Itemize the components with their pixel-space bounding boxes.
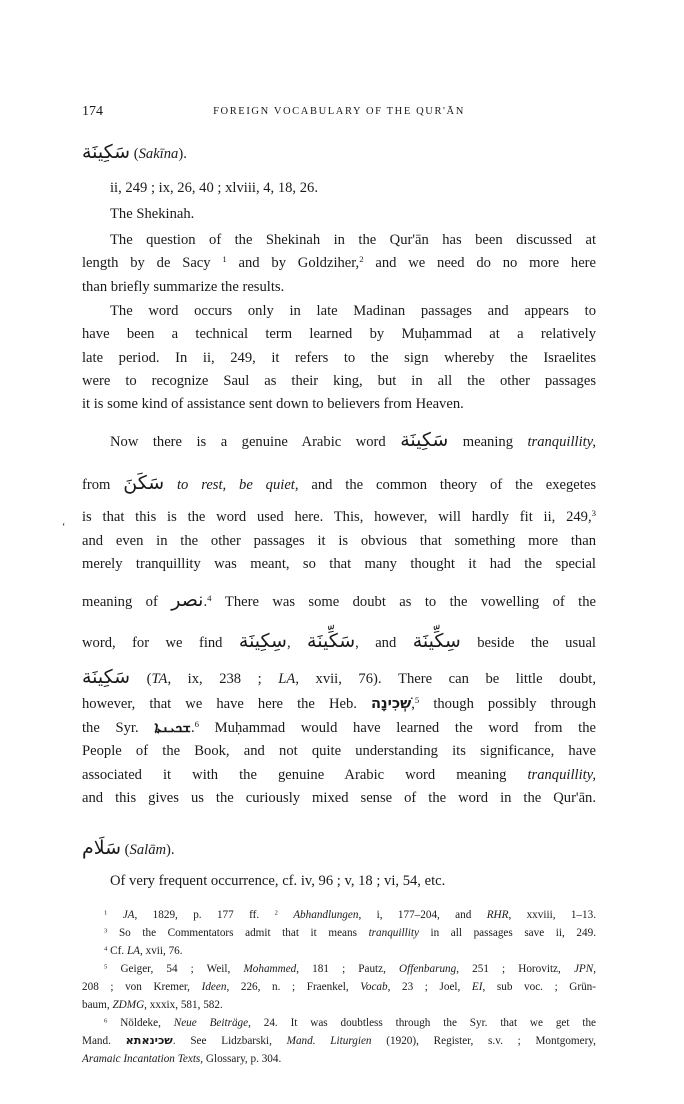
- margin-mark: ‘: [62, 522, 66, 533]
- italic-text: LA: [126, 945, 140, 957]
- italic-text: Neue Beiträge: [173, 1017, 249, 1029]
- italic-text: ZDMG: [112, 999, 145, 1011]
- text-line: [110, 302, 596, 320]
- text-line: [82, 474, 596, 494]
- text-line: [82, 632, 596, 652]
- text-run: , 226, n. ; Fraenkel,: [226, 981, 361, 993]
- italic-text: to rest, be quiet,: [164, 477, 299, 493]
- running-title: FOREIGN VOCABULARY OF THE QUR'ĀN: [213, 106, 465, 117]
- footnote-line: [104, 908, 596, 922]
- italic-text: tranquillity,: [527, 434, 596, 450]
- italic-text: JA: [122, 909, 135, 921]
- text-run: beside the usual: [460, 635, 596, 651]
- text-run: Mand.: [82, 1035, 126, 1047]
- text-line: [82, 532, 596, 550]
- italic-text: Abhandlungen: [293, 909, 359, 921]
- text-run: , i, 177–204, and: [358, 909, 487, 921]
- hebrew-word: שכינאתא: [125, 1034, 173, 1047]
- footnote-ref: 5: [414, 695, 420, 706]
- italic-text: Salām: [129, 842, 167, 858]
- page-number: 174: [82, 104, 103, 119]
- italic-text: EI: [471, 981, 483, 993]
- arabic-word: سَكَنَ: [123, 472, 165, 494]
- arabic-word: سَكِّينَة: [307, 630, 356, 652]
- text-run: . See Lidzbarski,: [172, 1035, 287, 1047]
- text-run: [278, 909, 293, 921]
- text-run: (: [121, 842, 130, 858]
- footnote-line: [104, 1016, 596, 1030]
- text-run: and the common theory of the exegetes: [298, 477, 596, 493]
- text-run: , 23 ; Joel,: [387, 981, 472, 993]
- text-run: (1920), Register, s.v. ; Montgomery,: [371, 1035, 596, 1047]
- text-run: ).: [178, 146, 187, 162]
- text-run: , 181 ; Pautz,: [296, 963, 400, 975]
- text-run: The question of the Shekinah in the Qur'ān has been discussed at: [110, 232, 596, 248]
- text-run: .: [203, 594, 208, 610]
- text-line: [82, 254, 596, 272]
- text-run: have been a technical term learned by Muḥammad at a relatively: [82, 326, 596, 342]
- text-line: [82, 325, 596, 343]
- arabic-word: سَكِينَة: [82, 141, 131, 163]
- text-run: and this gives us the curiously mixed sense of the word in the Qur'ān.: [82, 790, 596, 806]
- text-run: and by Goldziher,: [226, 255, 360, 271]
- syriac-word: ܫܟܝܢܬܐ: [154, 719, 191, 736]
- text-run: , ix, 238 ;: [167, 671, 279, 687]
- arabic-word: سَكِينَة: [82, 666, 131, 688]
- italic-text: LA: [278, 671, 296, 687]
- arabic-word: سَلَام: [82, 837, 122, 859]
- footnote-ref: 4: [207, 593, 212, 604]
- footnote-ref: 6: [194, 719, 199, 730]
- text-line: [110, 205, 596, 223]
- text-line: [82, 839, 596, 859]
- text-line: [82, 508, 596, 526]
- footnote-ref: 4: [104, 945, 108, 953]
- text-run: Of very frequent occurrence, cf. iv, 96 ; v, 18 ; vi, 54, etc.: [110, 873, 446, 889]
- text-run: Now there is a genuine Arabic word: [110, 434, 401, 450]
- text-line: [110, 872, 596, 890]
- text-line: [82, 372, 596, 390]
- footnote-ref: 6: [104, 1017, 108, 1025]
- footnote-ref: 1: [222, 254, 227, 265]
- italic-text: Vocab: [360, 981, 388, 993]
- footnote-line: [104, 944, 596, 958]
- text-run: , xvii, 76.: [140, 945, 183, 957]
- text-run: [107, 909, 122, 921]
- italic-text: Ideen: [201, 981, 227, 993]
- text-line: [82, 695, 596, 713]
- text-line: [82, 395, 596, 413]
- italic-text: Mohammed: [243, 963, 297, 975]
- text-run: it is some kind of assistance sent down to believers from Heaven.: [82, 396, 464, 412]
- text-run: ,: [593, 963, 596, 975]
- footnote-line: [104, 926, 596, 940]
- text-run: , 1829, p. 177 ff.: [134, 909, 275, 921]
- text-run: Muḥammad would have learned the word from the: [198, 720, 596, 736]
- arabic-word: نصر: [171, 589, 204, 611]
- text-run: merely tranquillity was meant, so that many thought it had the special: [82, 556, 596, 572]
- text-run: however, that we have here the Heb.: [82, 696, 371, 712]
- text-run: , sub voc. ; Grün-: [482, 981, 596, 993]
- text-run: (: [130, 146, 139, 162]
- italic-text: JPN: [573, 963, 594, 975]
- arabic-word: سِكِينَة: [238, 630, 287, 652]
- text-run: Geiger, 54 ; Weil,: [107, 963, 244, 975]
- italic-text: Aramaic Incantation Texts: [82, 1053, 201, 1065]
- text-run: , and: [355, 635, 413, 651]
- text-run: meaning: [448, 434, 528, 450]
- text-run: , xvii, 76). There can be little doubt,: [295, 671, 596, 687]
- text-run: , Glossary, p. 304.: [200, 1053, 282, 1065]
- text-run: So the Commentators admit that it means: [107, 927, 369, 939]
- text-run: than briefly summarize the results.: [82, 279, 285, 295]
- text-line: [82, 591, 596, 611]
- text-line: [82, 789, 596, 807]
- text-run: length by de Sacy: [82, 255, 223, 271]
- text-run: , 24. It was doubtless through the Syr. that we get the: [248, 1017, 597, 1029]
- text-run: and even in the other passages it is obvious that something more than: [82, 533, 596, 549]
- text-run: Nöldeke,: [107, 1017, 174, 1029]
- italic-text: RHR: [486, 909, 509, 921]
- text-line: [82, 719, 596, 737]
- text-run: 208 ; von Kremer,: [82, 981, 202, 993]
- italic-text: Mand. Liturgien: [286, 1035, 372, 1047]
- text-run: associated it with the genuine Arabic word meaning: [82, 767, 528, 783]
- text-run: the Syr.: [82, 720, 155, 736]
- footnote-ref: 1: [104, 909, 108, 917]
- footnote-line: [82, 980, 596, 994]
- text-line: [82, 143, 596, 163]
- text-run: (: [130, 671, 152, 687]
- text-run: There was some doubt as to the vowelling of the: [211, 594, 596, 610]
- footnote-ref: 2: [274, 909, 278, 917]
- text-run: is that this is the word used here. This, however, will hardly fit ii, 249,: [82, 509, 592, 525]
- footnote-ref: 5: [104, 963, 108, 971]
- text-line: [82, 555, 596, 573]
- text-run: ,: [411, 696, 415, 712]
- text-run: though possibly through: [419, 696, 597, 712]
- footnote-line: [82, 1034, 596, 1048]
- text-run: were to recognize Saul as their king, but in all the other passages: [82, 373, 596, 389]
- footnote-ref: 3: [104, 927, 108, 935]
- text-line: [110, 231, 596, 249]
- footnote-line: [82, 998, 596, 1012]
- text-run: .: [190, 720, 195, 736]
- footnote-line: [82, 1052, 596, 1066]
- text-run: People of the Book, and not quite understanding its significance, have: [82, 743, 596, 759]
- italic-text: tranquillity: [368, 927, 419, 939]
- text-run: in all passages save ii, 249.: [418, 927, 596, 939]
- text-run: meaning of: [82, 594, 172, 610]
- text-run: word, for we find: [82, 635, 239, 651]
- text-run: late period. In ii, 249, it refers to the sign whereby the Israelites: [82, 350, 596, 366]
- text-line: [82, 668, 596, 688]
- text-run: Cf.: [107, 945, 127, 957]
- italic-text: Sakīna: [138, 146, 179, 162]
- text-run: ).: [166, 842, 175, 858]
- text-run: , 251 ; Horovitz,: [456, 963, 574, 975]
- footnote-line: [104, 962, 596, 976]
- text-run: The word occurs only in late Madinan passages and appears to: [110, 303, 596, 319]
- text-line: [82, 766, 596, 784]
- text-line: [82, 278, 596, 296]
- text-line: [110, 179, 596, 197]
- footnote-ref: 2: [359, 254, 364, 265]
- text-run: , xxxix, 581, 582.: [144, 999, 223, 1011]
- arabic-word: سِكِّينَة: [412, 630, 461, 652]
- arabic-word: سَكِينَة: [400, 429, 449, 451]
- text-run: , xxviii, 1–13.: [508, 909, 597, 921]
- hebrew-word: שְׁכִינָה: [370, 695, 412, 712]
- text-line: [110, 431, 596, 451]
- text-line: [82, 742, 596, 760]
- italic-text: tranquillity,: [527, 767, 596, 783]
- italic-text: TA: [151, 671, 168, 687]
- text-run: ii, 249 ; ix, 26, 40 ; xlviii, 4, 18, 26.: [110, 180, 318, 196]
- italic-text: Offenbarung: [399, 963, 457, 975]
- text-run: and we need do no more here: [363, 255, 597, 271]
- text-run: The Shekinah.: [110, 206, 195, 222]
- text-run: from: [82, 477, 124, 493]
- text-run: ,: [286, 635, 308, 651]
- text-line: [82, 349, 596, 367]
- text-run: baum,: [82, 999, 113, 1011]
- footnote-ref: 3: [591, 508, 596, 519]
